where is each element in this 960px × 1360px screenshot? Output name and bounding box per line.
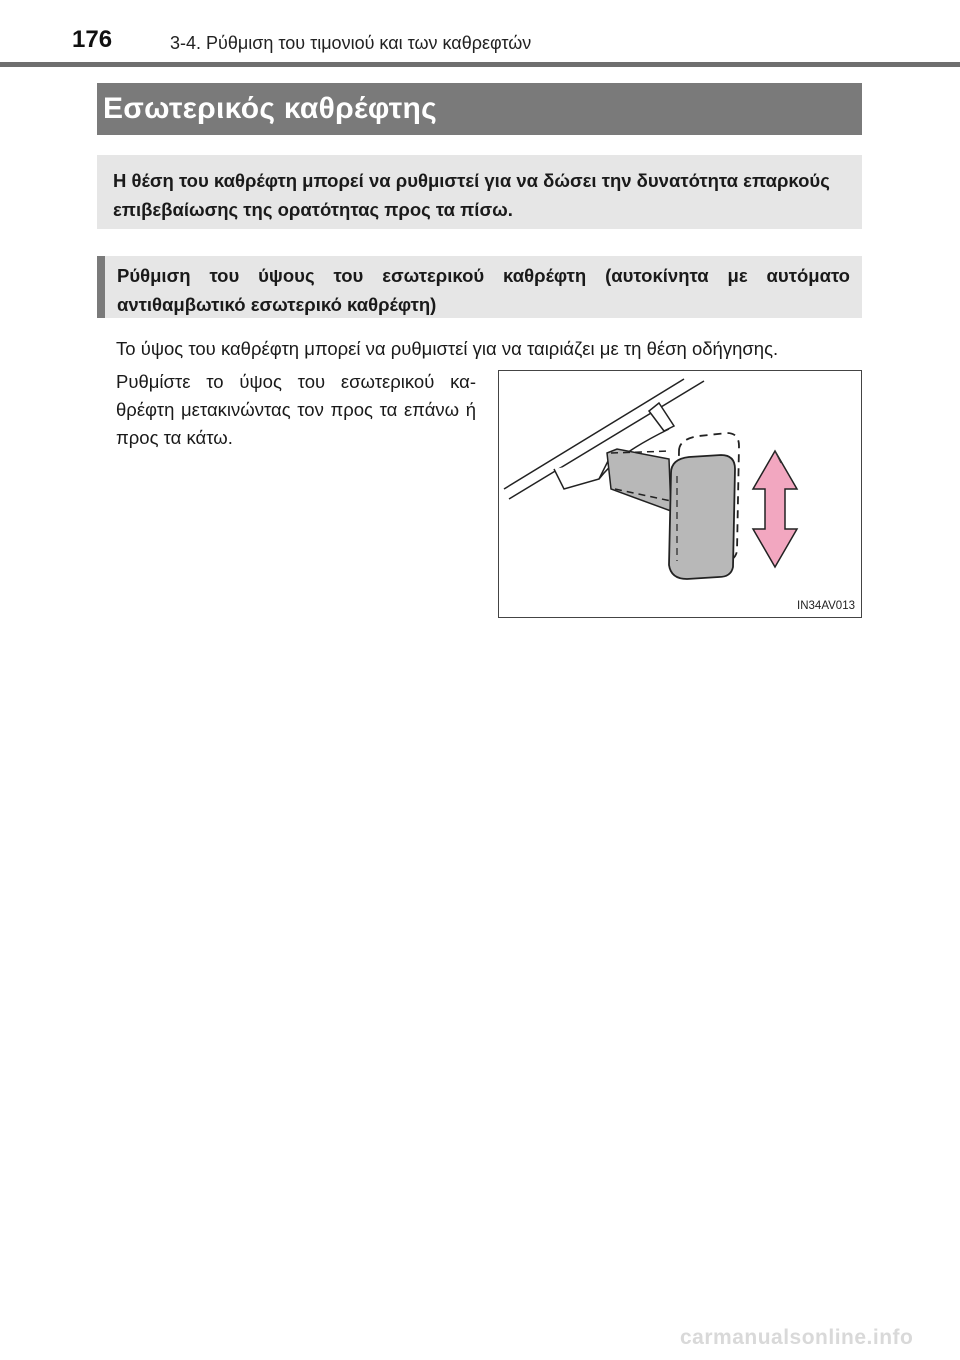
page-number: 176 [72,26,113,53]
mirror-illustration [499,371,860,616]
body-text: Το ύψος του καθρέφτη μπορεί να ρυθμιστεί για να ταιριάζει με τη θέση οδήγησης. [116,338,779,359]
subsection-heading [97,256,862,318]
mirror-figure [498,370,862,618]
up-down-arrow-icon [753,451,797,567]
page-header [0,0,960,70]
chapter-title: 3-4. Ρύθμιση του τιμονιού και των καθρεφτών [170,33,532,53]
intro-box: Η θέση του καθρέφτη μπορεί να ρυθμιστεί για να δώσει την δυνατότητα επαρκούς επιβεβαίωσης της ορατότητας προς τα πίσω. [97,155,862,229]
subsection-title: Ρύθμιση του ύψους του εσωτερικού καθρέφτη (αυτοκίνητα με αυτόματο αντιθαμβωτικό εσωτερικό καθρέφτη) [117,265,850,315]
subsection-bar [97,256,105,318]
figure-code: IN34AV013 [797,600,855,612]
section-title: Εσωτερικός καθρέφτης [97,83,862,135]
header-rule [0,62,960,67]
instruction-text: Ρυθμίστε το ύψος του εσωτερικού κα-θρέφτη μετακινώντας τον προς τα επάνω ή προς τα κάτω. [116,371,476,448]
watermark: carmanualsonline.info [680,1326,914,1349]
